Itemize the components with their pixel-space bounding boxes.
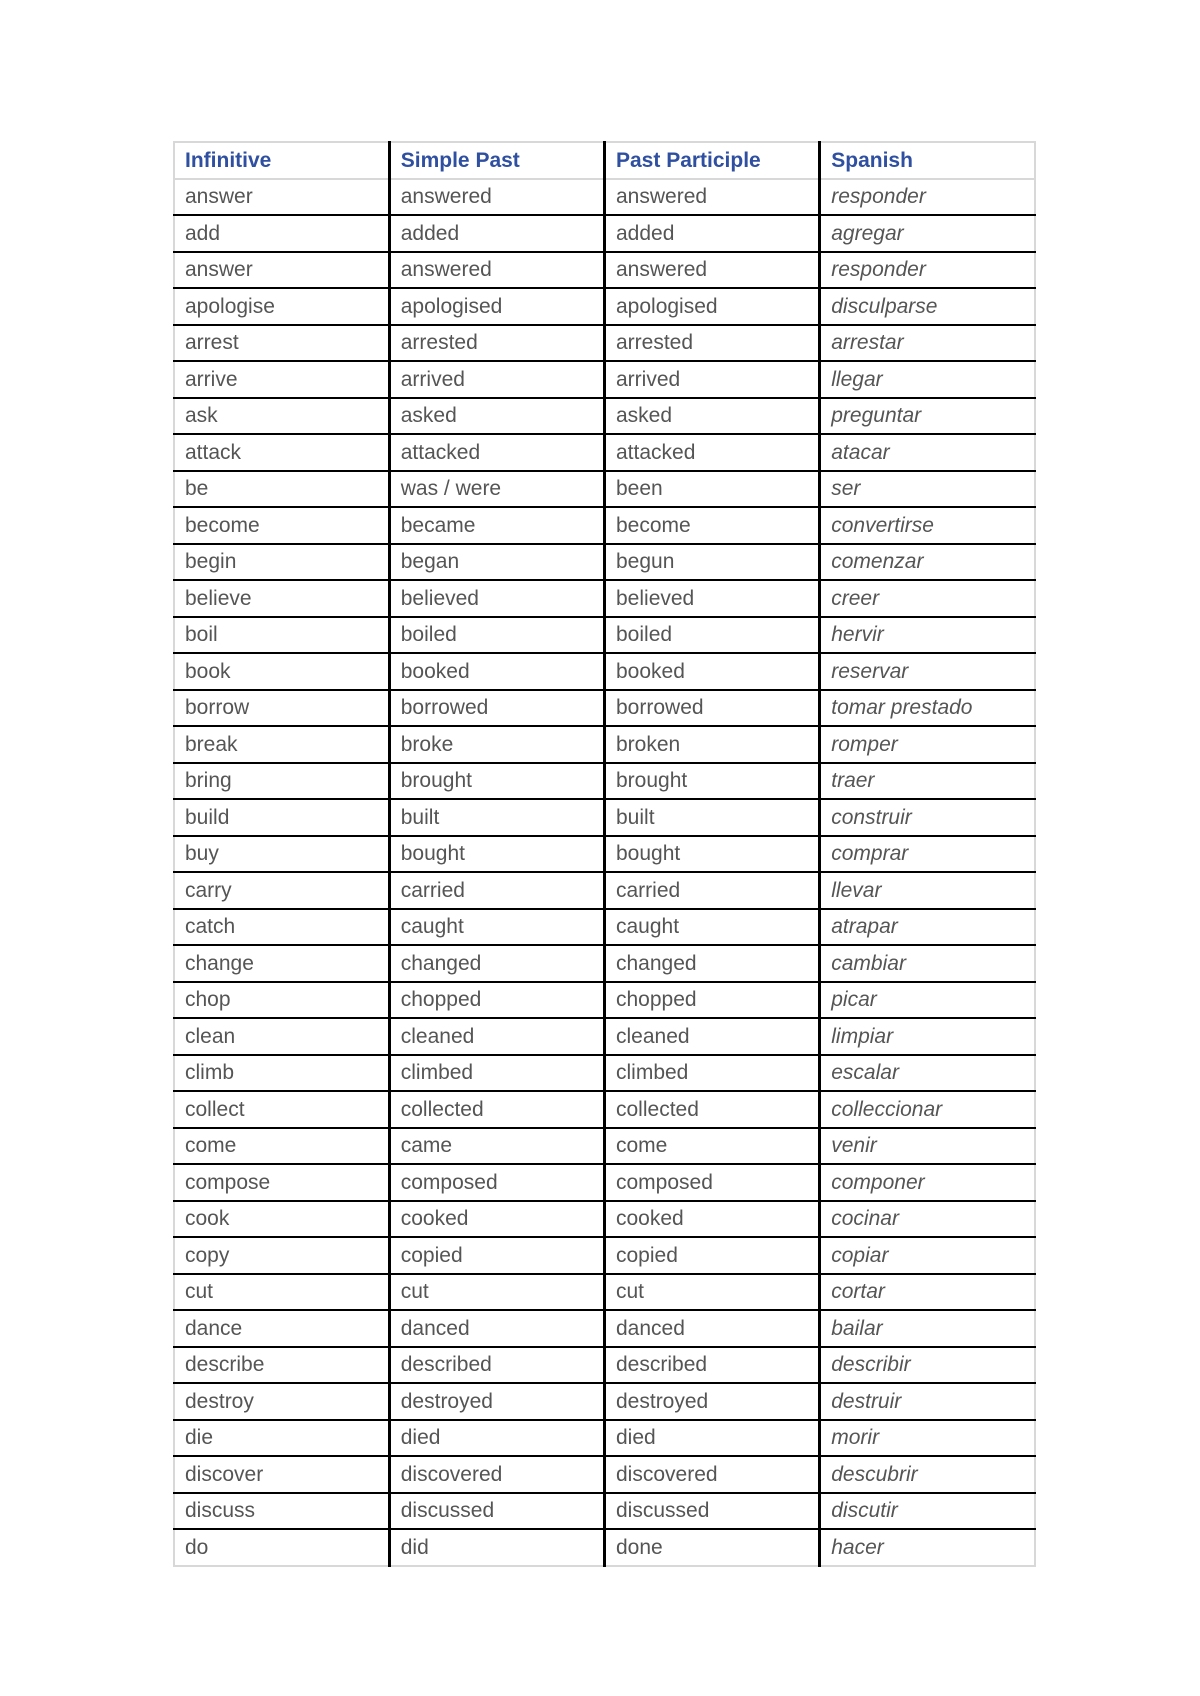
cell-past-participle: carried (605, 872, 820, 909)
cell-simple-past: changed (389, 945, 604, 982)
cell-infinitive: book (174, 653, 389, 690)
table-row (174, 1383, 1035, 1420)
cell-past-participle: danced (605, 1310, 820, 1347)
cell-infinitive: become (174, 507, 389, 544)
cell-past-participle: broken (605, 726, 820, 763)
cell-infinitive: break (174, 726, 389, 763)
cell-simple-past: carried (389, 872, 604, 909)
table-row (174, 1493, 1035, 1530)
cell-infinitive: build (174, 799, 389, 836)
cell-infinitive: dance (174, 1310, 389, 1347)
cell-simple-past: chopped (389, 982, 604, 1019)
cell-past-participle: cleaned (605, 1018, 820, 1055)
cell-past-participle: composed (605, 1164, 820, 1201)
cell-infinitive: collect (174, 1091, 389, 1128)
cell-past-participle: apologised (605, 288, 820, 325)
header-past-participle: Past Participle (605, 142, 820, 179)
table-row (174, 763, 1035, 800)
table-row (174, 179, 1035, 216)
cell-simple-past: arrived (389, 361, 604, 398)
cell-spanish: cambiar (820, 945, 1035, 982)
cell-infinitive: die (174, 1420, 389, 1457)
cell-spanish: limpiar (820, 1018, 1035, 1055)
cell-past-participle: brought (605, 763, 820, 800)
cell-infinitive: arrest (174, 325, 389, 362)
table-row (174, 1274, 1035, 1311)
cell-spanish: describir (820, 1347, 1035, 1384)
cell-infinitive: apologise (174, 288, 389, 325)
verb-table (173, 141, 1036, 1567)
cell-spanish: destruir (820, 1383, 1035, 1420)
cell-infinitive: answer (174, 252, 389, 289)
cell-past-participle: died (605, 1420, 820, 1457)
table-row (174, 982, 1035, 1019)
cell-simple-past: apologised (389, 288, 604, 325)
cell-spanish: componer (820, 1164, 1035, 1201)
cell-spanish: arrestar (820, 325, 1035, 362)
table-row (174, 726, 1035, 763)
cell-infinitive: chop (174, 982, 389, 1019)
cell-spanish: responder (820, 179, 1035, 216)
cell-spanish: reservar (820, 653, 1035, 690)
cell-spanish: agregar (820, 215, 1035, 252)
cell-simple-past: composed (389, 1164, 604, 1201)
cell-past-participle: discovered (605, 1456, 820, 1493)
cell-past-participle: become (605, 507, 820, 544)
cell-simple-past: danced (389, 1310, 604, 1347)
cell-past-participle: discussed (605, 1493, 820, 1530)
table-row (174, 215, 1035, 252)
cell-infinitive: believe (174, 580, 389, 617)
cell-simple-past: believed (389, 580, 604, 617)
cell-past-participle: arrived (605, 361, 820, 398)
cell-spanish: copiar (820, 1237, 1035, 1274)
table-row (174, 1201, 1035, 1238)
header-infinitive: Infinitive (174, 142, 389, 179)
cell-past-participle: climbed (605, 1055, 820, 1092)
cell-simple-past: caught (389, 909, 604, 946)
table-row (174, 361, 1035, 398)
table-row (174, 252, 1035, 289)
table-row (174, 653, 1035, 690)
cell-spanish: hacer (820, 1529, 1035, 1566)
cell-simple-past: answered (389, 179, 604, 216)
table-body (174, 179, 1035, 1566)
cell-spanish: discutir (820, 1493, 1035, 1530)
cell-spanish: llegar (820, 361, 1035, 398)
cell-simple-past: destroyed (389, 1383, 604, 1420)
cell-simple-past: cooked (389, 1201, 604, 1238)
cell-past-participle: described (605, 1347, 820, 1384)
cell-infinitive: boil (174, 617, 389, 654)
table-row (174, 1310, 1035, 1347)
table-row (174, 471, 1035, 508)
cell-spanish: ser (820, 471, 1035, 508)
cell-simple-past: booked (389, 653, 604, 690)
cell-simple-past: was / were (389, 471, 604, 508)
cell-simple-past: brought (389, 763, 604, 800)
cell-past-participle: built (605, 799, 820, 836)
cell-spanish: llevar (820, 872, 1035, 909)
cell-infinitive: cook (174, 1201, 389, 1238)
cell-infinitive: cut (174, 1274, 389, 1311)
cell-simple-past: added (389, 215, 604, 252)
cell-past-participle: begun (605, 544, 820, 581)
cell-past-participle: destroyed (605, 1383, 820, 1420)
cell-simple-past: died (389, 1420, 604, 1457)
cell-infinitive: add (174, 215, 389, 252)
cell-spanish: bailar (820, 1310, 1035, 1347)
cell-infinitive: borrow (174, 690, 389, 727)
cell-past-participle: been (605, 471, 820, 508)
cell-spanish: romper (820, 726, 1035, 763)
cell-past-participle: asked (605, 398, 820, 435)
table-row (174, 1456, 1035, 1493)
table-row (174, 690, 1035, 727)
table-row (174, 398, 1035, 435)
cell-infinitive: do (174, 1529, 389, 1566)
table-row (174, 507, 1035, 544)
cell-simple-past: asked (389, 398, 604, 435)
cell-simple-past: climbed (389, 1055, 604, 1092)
cell-infinitive: describe (174, 1347, 389, 1384)
cell-infinitive: compose (174, 1164, 389, 1201)
table-row (174, 1091, 1035, 1128)
cell-past-participle: boiled (605, 617, 820, 654)
cell-simple-past: arrested (389, 325, 604, 362)
table-row (174, 872, 1035, 909)
cell-infinitive: catch (174, 909, 389, 946)
cell-simple-past: collected (389, 1091, 604, 1128)
cell-simple-past: came (389, 1128, 604, 1165)
cell-spanish: responder (820, 252, 1035, 289)
cell-spanish: colleccionar (820, 1091, 1035, 1128)
cell-spanish: atacar (820, 434, 1035, 471)
cell-past-participle: cut (605, 1274, 820, 1311)
header-spanish: Spanish (820, 142, 1035, 179)
cell-simple-past: attacked (389, 434, 604, 471)
cell-spanish: escalar (820, 1055, 1035, 1092)
cell-infinitive: destroy (174, 1383, 389, 1420)
table-row (174, 1018, 1035, 1055)
cell-spanish: comprar (820, 836, 1035, 873)
cell-past-participle: added (605, 215, 820, 252)
table-row (174, 288, 1035, 325)
header-simple-past: Simple Past (389, 142, 604, 179)
table-row (174, 1529, 1035, 1566)
cell-spanish: morir (820, 1420, 1035, 1457)
cell-simple-past: copied (389, 1237, 604, 1274)
cell-spanish: cocinar (820, 1201, 1035, 1238)
table-row (174, 1347, 1035, 1384)
cell-simple-past: borrowed (389, 690, 604, 727)
cell-past-participle: borrowed (605, 690, 820, 727)
cell-past-participle: arrested (605, 325, 820, 362)
cell-infinitive: discuss (174, 1493, 389, 1530)
cell-simple-past: did (389, 1529, 604, 1566)
cell-simple-past: built (389, 799, 604, 836)
cell-infinitive: begin (174, 544, 389, 581)
table-row (174, 617, 1035, 654)
cell-infinitive: climb (174, 1055, 389, 1092)
cell-spanish: picar (820, 982, 1035, 1019)
cell-infinitive: answer (174, 179, 389, 216)
table-row (174, 580, 1035, 617)
table-row (174, 1420, 1035, 1457)
cell-spanish: traer (820, 763, 1035, 800)
cell-past-participle: chopped (605, 982, 820, 1019)
cell-past-participle: collected (605, 1091, 820, 1128)
cell-simple-past: boiled (389, 617, 604, 654)
table-row (174, 945, 1035, 982)
cell-spanish: convertirse (820, 507, 1035, 544)
table-row (174, 544, 1035, 581)
cell-infinitive: arrive (174, 361, 389, 398)
cell-infinitive: buy (174, 836, 389, 873)
table-row (174, 836, 1035, 873)
cell-simple-past: discussed (389, 1493, 604, 1530)
cell-simple-past: became (389, 507, 604, 544)
cell-simple-past: cut (389, 1274, 604, 1311)
table-row (174, 325, 1035, 362)
cell-spanish: construir (820, 799, 1035, 836)
cell-past-participle: changed (605, 945, 820, 982)
table-row (174, 1164, 1035, 1201)
cell-past-participle: cooked (605, 1201, 820, 1238)
cell-spanish: atrapar (820, 909, 1035, 946)
cell-infinitive: discover (174, 1456, 389, 1493)
cell-past-participle: answered (605, 179, 820, 216)
table-row (174, 1128, 1035, 1165)
table-row (174, 909, 1035, 946)
cell-spanish: preguntar (820, 398, 1035, 435)
table-row (174, 1237, 1035, 1274)
cell-past-participle: done (605, 1529, 820, 1566)
cell-past-participle: bought (605, 836, 820, 873)
cell-infinitive: attack (174, 434, 389, 471)
cell-simple-past: answered (389, 252, 604, 289)
cell-infinitive: change (174, 945, 389, 982)
cell-infinitive: be (174, 471, 389, 508)
cell-simple-past: began (389, 544, 604, 581)
table-row (174, 1055, 1035, 1092)
cell-infinitive: ask (174, 398, 389, 435)
cell-past-participle: caught (605, 909, 820, 946)
cell-past-participle: copied (605, 1237, 820, 1274)
cell-infinitive: come (174, 1128, 389, 1165)
header-row (174, 142, 1035, 179)
cell-spanish: cortar (820, 1274, 1035, 1311)
cell-past-participle: believed (605, 580, 820, 617)
cell-simple-past: cleaned (389, 1018, 604, 1055)
cell-spanish: hervir (820, 617, 1035, 654)
cell-spanish: disculparse (820, 288, 1035, 325)
cell-infinitive: clean (174, 1018, 389, 1055)
cell-simple-past: bought (389, 836, 604, 873)
cell-spanish: venir (820, 1128, 1035, 1165)
table-row (174, 799, 1035, 836)
cell-past-participle: booked (605, 653, 820, 690)
cell-infinitive: carry (174, 872, 389, 909)
cell-spanish: tomar prestado (820, 690, 1035, 727)
cell-simple-past: broke (389, 726, 604, 763)
cell-spanish: descubrir (820, 1456, 1035, 1493)
cell-infinitive: copy (174, 1237, 389, 1274)
cell-spanish: comenzar (820, 544, 1035, 581)
table-row (174, 434, 1035, 471)
cell-infinitive: bring (174, 763, 389, 800)
cell-simple-past: discovered (389, 1456, 604, 1493)
cell-past-participle: answered (605, 252, 820, 289)
cell-past-participle: come (605, 1128, 820, 1165)
cell-past-participle: attacked (605, 434, 820, 471)
cell-spanish: creer (820, 580, 1035, 617)
cell-simple-past: described (389, 1347, 604, 1384)
